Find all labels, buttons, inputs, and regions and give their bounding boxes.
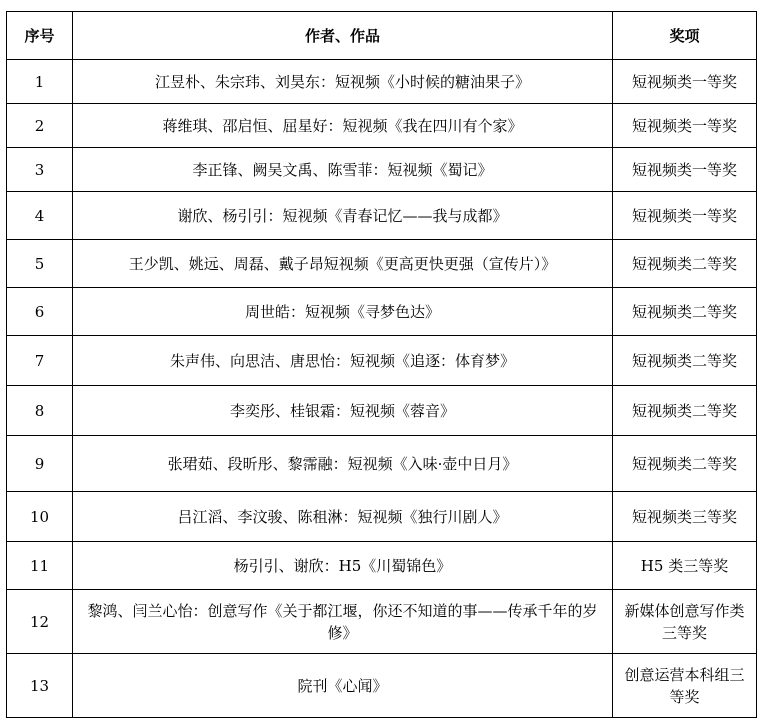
table-header-row: [7, 12, 757, 60]
row-index: 6: [7, 288, 73, 336]
table-row: [7, 240, 757, 288]
row-award: 新媒体创意写作类三等奖: [613, 590, 757, 654]
table-row: [7, 148, 757, 192]
row-work: 江昱朴、朱宗玮、刘昊东：短视频《小时候的糖油果子》: [73, 60, 613, 104]
table-row: [7, 386, 757, 436]
row-work: 王少凯、姚远、周磊、戴子昂短视频《更高更快更强（宣传片）》: [73, 240, 613, 288]
row-award: 短视频类二等奖: [613, 240, 757, 288]
row-award: 短视频类一等奖: [613, 60, 757, 104]
row-work: 院刊《心闻》: [73, 654, 613, 718]
row-index: 12: [7, 590, 73, 654]
row-work: 黎鸿、闫兰心怡：创意写作《关于都江堰，你还不知道的事——传承千年的岁修》: [73, 590, 613, 654]
row-award: 短视频类一等奖: [613, 192, 757, 240]
row-award: 短视频类二等奖: [613, 436, 757, 492]
row-index: 13: [7, 654, 73, 718]
table-row: [7, 492, 757, 542]
row-award: 短视频类三等奖: [613, 492, 757, 542]
row-index: 9: [7, 436, 73, 492]
table-row: [7, 436, 757, 492]
row-award: 创意运营本科组三等奖: [613, 654, 757, 718]
row-award: 短视频类二等奖: [613, 336, 757, 386]
row-work: 杨引引、谢欣：H5《川蜀锦色》: [73, 542, 613, 590]
row-work: 李奕彤、桂银霜：短视频《蓉音》: [73, 386, 613, 436]
row-index: 5: [7, 240, 73, 288]
row-work: 朱声伟、向思洁、唐思怡：短视频《追逐：体育梦》: [73, 336, 613, 386]
row-work: 周世皓：短视频《寻梦色达》: [73, 288, 613, 336]
row-index: 1: [7, 60, 73, 104]
row-work: 张珺茹、段昕彤、黎霈融：短视频《入味·壶中日月》: [73, 436, 613, 492]
table-row: [7, 288, 757, 336]
awards-table: [6, 11, 757, 718]
header-award: 奖项: [613, 12, 757, 60]
row-index: 3: [7, 148, 73, 192]
row-award: H5 类三等奖: [613, 542, 757, 590]
row-index: 11: [7, 542, 73, 590]
table-row: [7, 192, 757, 240]
table-row: [7, 104, 757, 148]
row-work: 李正锋、阙吴文禹、陈雪菲：短视频《蜀记》: [73, 148, 613, 192]
header-work: 作者、作品: [73, 12, 613, 60]
row-index: 2: [7, 104, 73, 148]
table-row: [7, 542, 757, 590]
row-index: 4: [7, 192, 73, 240]
table-row: [7, 60, 757, 104]
row-index: 7: [7, 336, 73, 386]
row-work: 谢欣、杨引引：短视频《青春记忆——我与成都》: [73, 192, 613, 240]
row-index: 10: [7, 492, 73, 542]
row-award: 短视频类二等奖: [613, 288, 757, 336]
row-award: 短视频类一等奖: [613, 104, 757, 148]
row-award: 短视频类二等奖: [613, 386, 757, 436]
row-work: 吕江滔、李汶骏、陈租淋：短视频《独行川剧人》: [73, 492, 613, 542]
row-work: 蒋维琪、邵启恒、屈星好：短视频《我在四川有个家》: [73, 104, 613, 148]
row-index: 8: [7, 386, 73, 436]
row-award: 短视频类一等奖: [613, 148, 757, 192]
table-row: [7, 336, 757, 386]
header-index: 序号: [7, 12, 73, 60]
table-row: [7, 654, 757, 718]
table-row: [7, 590, 757, 654]
